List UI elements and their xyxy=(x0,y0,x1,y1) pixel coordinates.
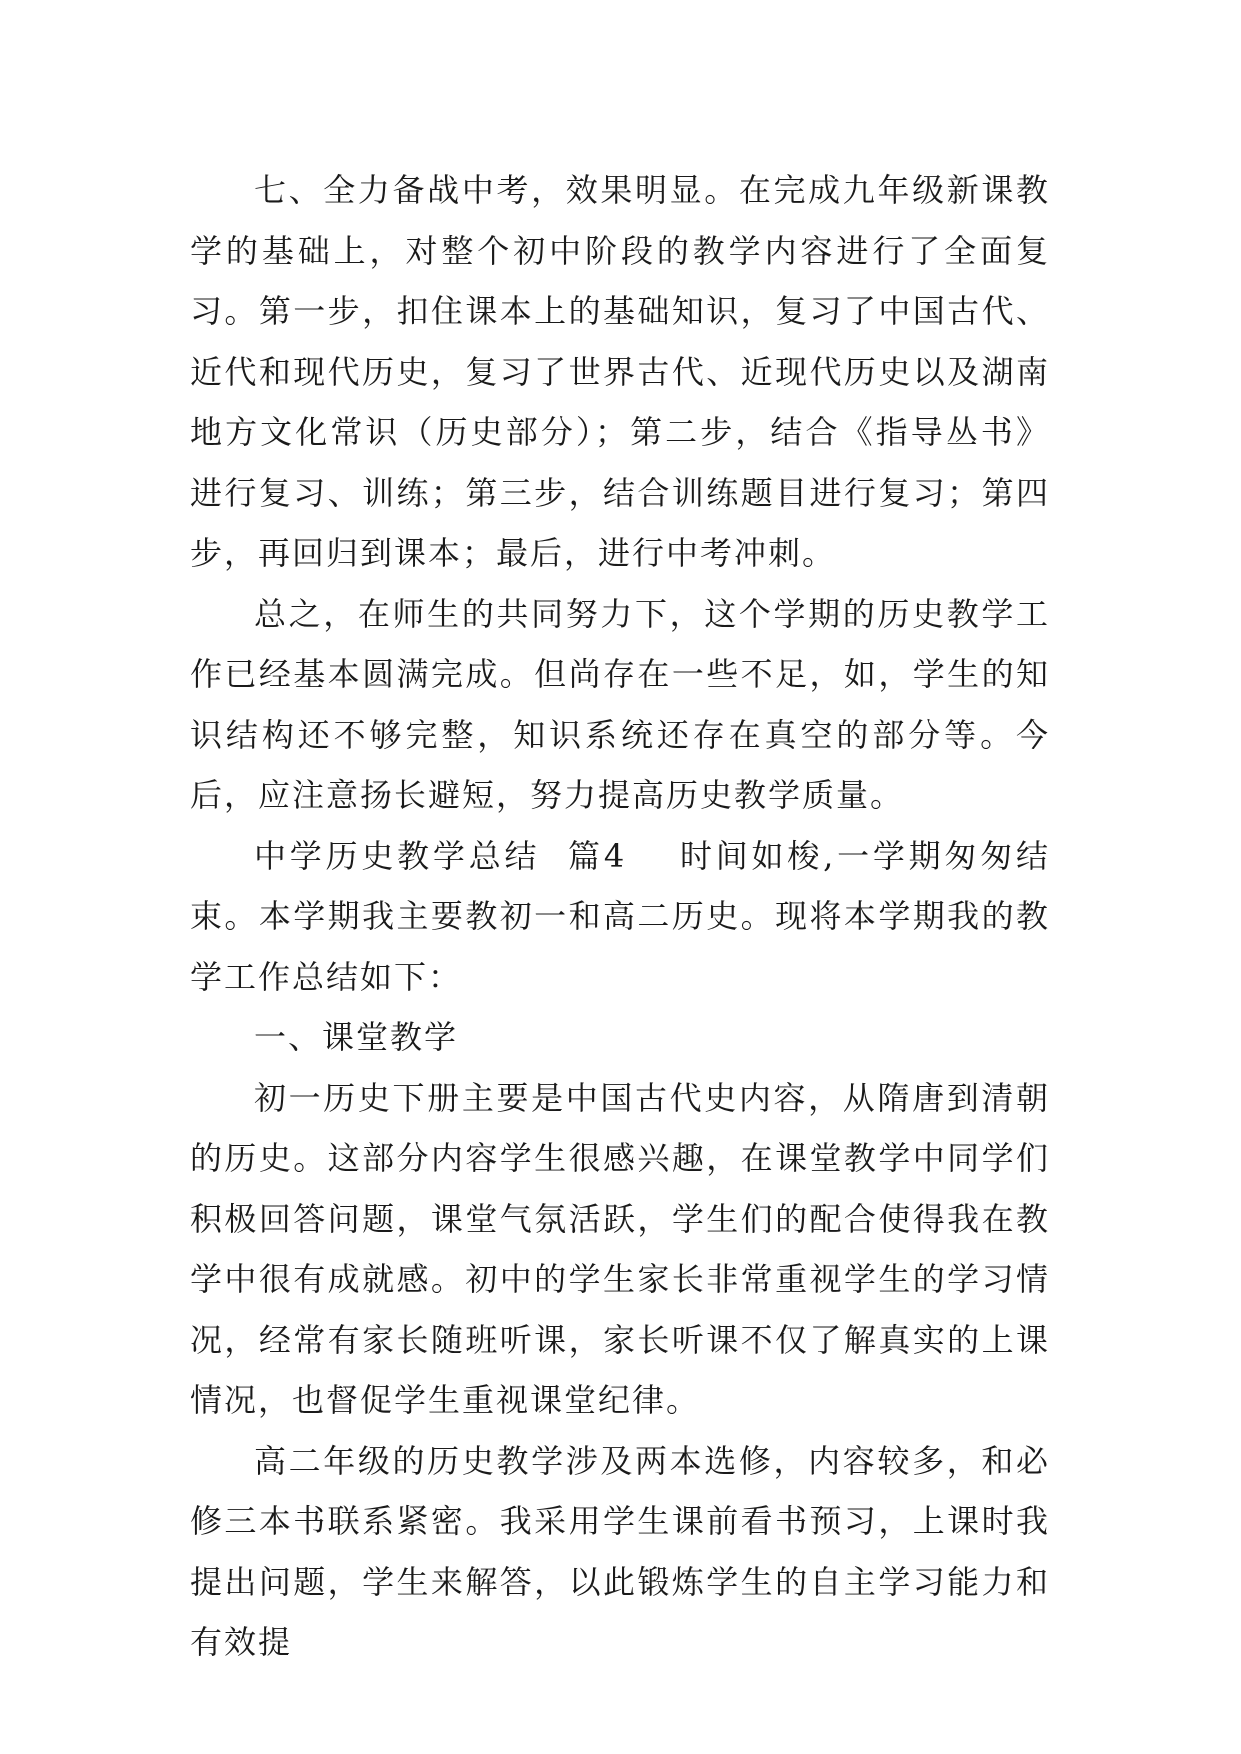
paragraph-grade11: 高二年级的历史教学涉及两本选修，内容较多，和必修三本书联系紧密。我采用学生课前看书预习，上课时我提出问题，学生来解答，以此锻炼学生的自主学习能力和有效提 xyxy=(190,1441,1050,1661)
paragraph-exam-prep: 七、全力备战中考，效果明显。在完成九年级新课教学的基础上，对整个初中阶段的教学内容进行了全面复习。第一步，扣住课本上的基础知识，复习了中国古代、近代和现代历史，复习了世界古代、近现代历史以及湖南地方文化常识（历史部分）；第二步，结合《指导丛书》进行复习、训练；第三步，结合训练题目进行复习；第四步，再回归到课本；最后，进行中考冲刺。 xyxy=(190,171,1050,572)
document-body xyxy=(190,160,1050,1673)
section-label: 篇4 xyxy=(566,836,627,875)
section-intro: 时间如梭,一学期匆匆结束。本学期我主要教初一和高二历史。现将本学期我的教学工作总结如下： xyxy=(190,836,1050,996)
heading-classroom-teaching: 一、课堂教学 xyxy=(254,1018,459,1056)
section-heading-paragraph xyxy=(190,826,1050,1008)
paragraph-grade7: 初一历史下册主要是中国古代史内容，从隋唐到清朝的历史。这部分内容学生很感兴趣，在课堂教学中同学们积极回答问题，课堂气氛活跃，学生们的配合使得我在教学中很有成就感。初中的学生家长非常重视学生的学习情况，经常有家长随班听课，家长听课不仅了解真实的上课情况，也督促学生重视课堂纪律。 xyxy=(190,1078,1050,1419)
paragraph-summary: 总之，在师生的共同努力下，这个学期的历史教学工作已经基本圆满完成。但尚存在一些不足，如，学生的知识结构还不够完整，知识系统还存在真空的部分等。今后，应注意扬长避短，努力提高历史教学质量。 xyxy=(190,594,1050,814)
section-title: 中学历史教学总结 xyxy=(254,836,541,875)
